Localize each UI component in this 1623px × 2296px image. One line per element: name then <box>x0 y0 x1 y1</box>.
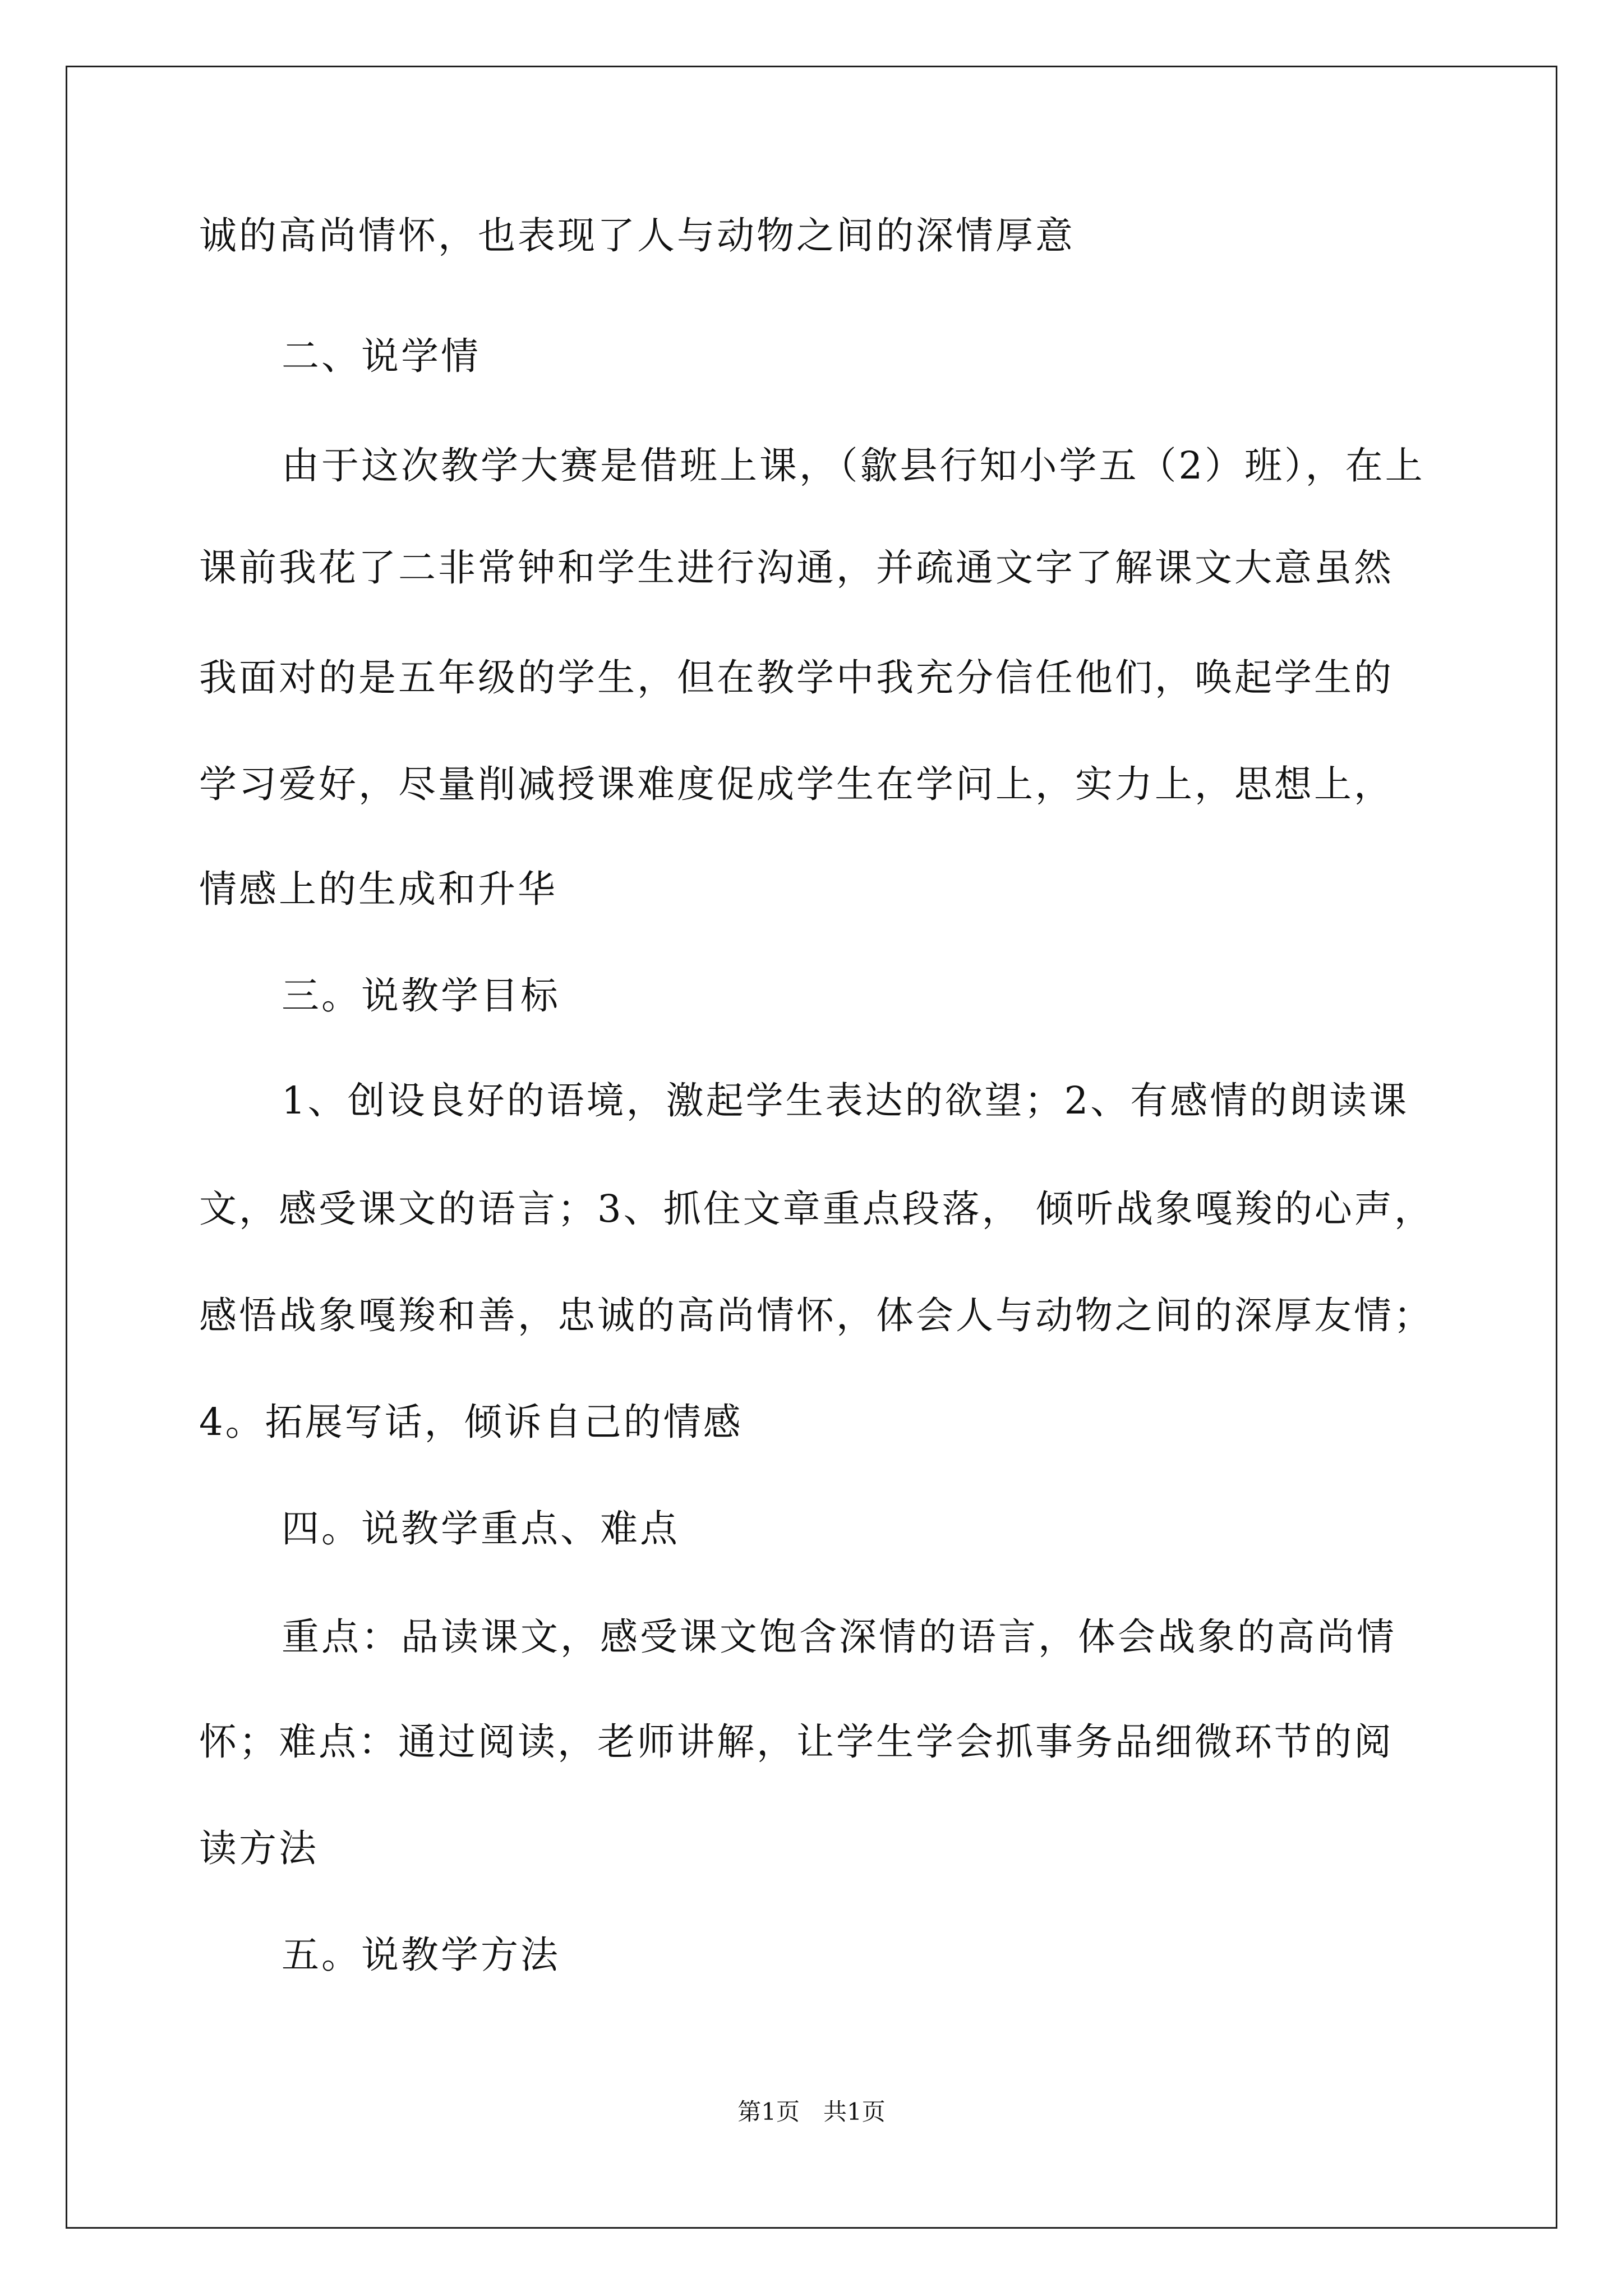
body-line-10: 文，感受课文的语言；3、抓住文章重点段落， 倾听战象嘎羧的心声， <box>199 1187 1434 1231</box>
section-heading-5: 五。说教学方法 <box>282 1933 560 1977</box>
body-line-4: 课前我花了二非常钟和学生进行沟通，并疏通文字了解课文大意虽然 <box>199 546 1394 590</box>
body-line-5: 我面对的是五年级的学生，但在教学中我充分信任他们，唤起学生的 <box>199 656 1394 700</box>
page-border <box>66 66 1557 2229</box>
body-line-11: 感悟战象嘎羧和善，忠诚的高尚情怀，体会人与动物之间的深厚友情； <box>199 1294 1433 1337</box>
body-line-14: 重点：品读课文，感受课文饱含深情的语言，体会战象的高尚情 <box>282 1615 1396 1659</box>
body-line-15: 怀；难点：通过阅读，老师讲解，让学生学会抓事务品细微环节的阅 <box>199 1720 1394 1764</box>
body-line-9: 1、创设良好的语境，激起学生表达的欲望；2、有感情的朗读课 <box>282 1079 1409 1122</box>
section-heading-3: 三。说教学目标 <box>282 974 560 1018</box>
section-heading-4: 四。说教学重点、难点 <box>282 1507 680 1550</box>
body-line-6: 学习爱好，尽量削减授课难度促成学生在学问上，实力上，思想上， <box>199 762 1394 806</box>
body-line-1: 诚的高尚情怀，也表现了人与动物之间的深情厚意 <box>199 214 1075 257</box>
section-heading-2: 二、说学情 <box>282 334 481 378</box>
page-number-footer: 第1页 共1页 <box>737 2098 886 2125</box>
body-line-3: 由于这次教学大赛是借班上课，（歙县行知小学五（2）班），在上 <box>282 444 1425 487</box>
body-line-16: 读方法 <box>199 1826 319 1870</box>
body-line-7: 情感上的生成和升华 <box>199 867 557 911</box>
body-line-12: 4。拓展写话，倾诉自己的情感 <box>199 1400 743 1444</box>
